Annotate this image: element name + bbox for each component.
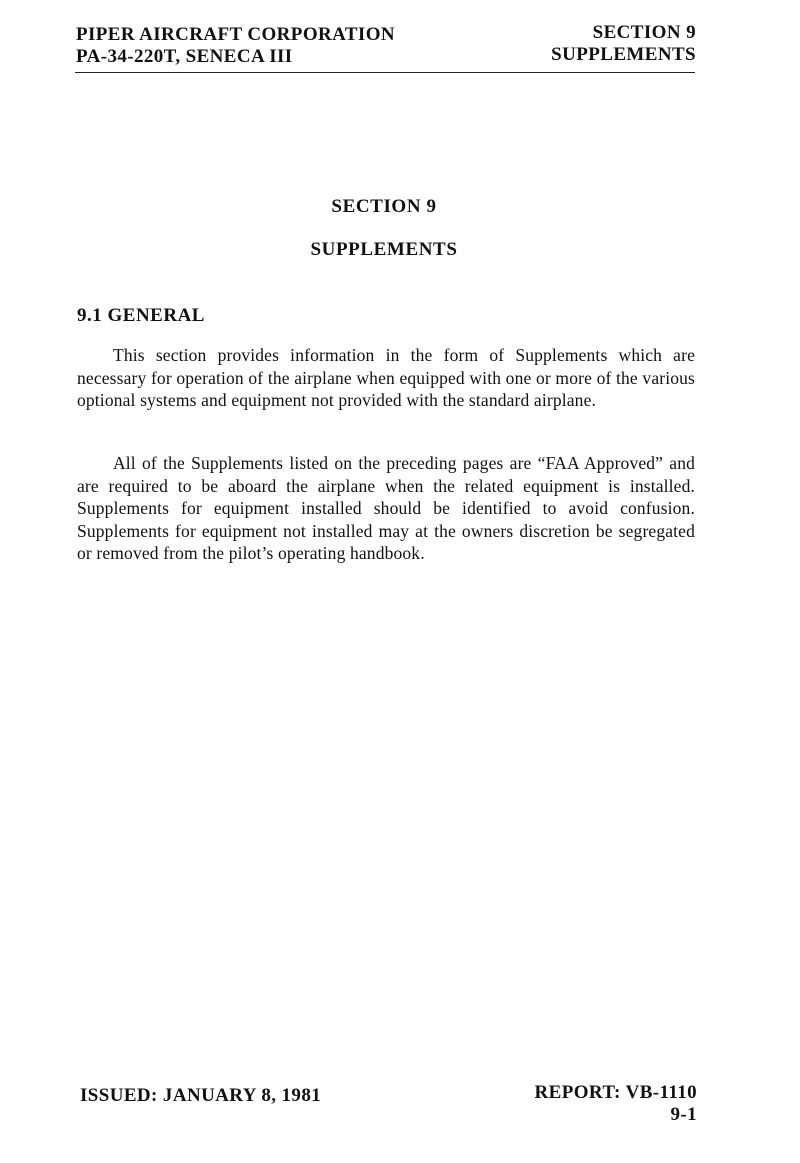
page-number: 9-1 bbox=[670, 1104, 697, 1125]
footer-issued-date: ISSUED: JANUARY 8, 1981 bbox=[80, 1085, 322, 1106]
header-right bbox=[551, 22, 696, 66]
header-section-number: SECTION 9 bbox=[592, 22, 696, 43]
aircraft-model: PA-34-220T, SENECA III bbox=[76, 46, 293, 67]
header-section-name: SUPPLEMENTS bbox=[551, 44, 696, 65]
general-paragraph-1: This section provides information in the form of Supplements which are necessary for operation of the airplane when equipped with one or more of the various optional systems and equipment not provided with the standard airplane. bbox=[77, 345, 695, 410]
footer-right bbox=[535, 1082, 697, 1126]
general-heading: 9.1 GENERAL bbox=[77, 305, 205, 326]
header-divider bbox=[75, 72, 695, 73]
company-name: PIPER AIRCRAFT CORPORATION bbox=[76, 24, 395, 45]
general-paragraph-2: All of the Supplements listed on the preceding pages are “FAA Approved” and are required to be aboard the airplane when the related equipment is installed. Supplements for equipment installed should be identified to avoid confusion. Supplements for equipment not installed may at the owners discretion be segregated or removed from the pilot’s operating handbook. bbox=[77, 453, 695, 563]
section-name-title: SUPPLEMENTS bbox=[310, 239, 458, 260]
report-number: REPORT: VB-1110 bbox=[534, 1082, 697, 1103]
section-title: SECTION 9 bbox=[331, 196, 437, 217]
header-left bbox=[76, 24, 395, 68]
